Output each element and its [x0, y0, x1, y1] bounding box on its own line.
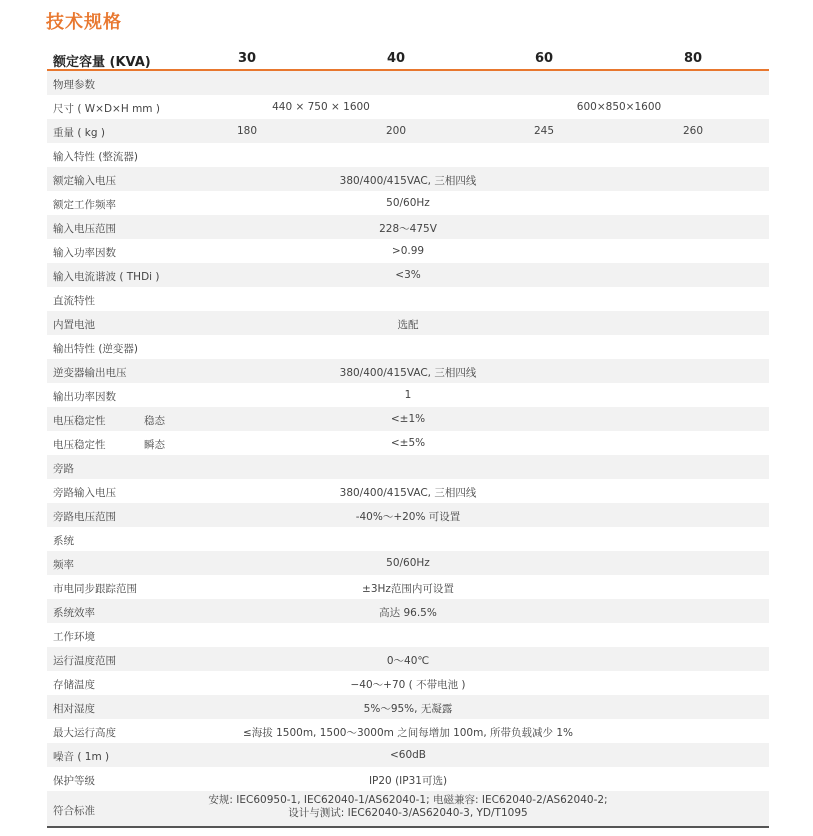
cell-value: <±1%	[390, 413, 426, 425]
table-row	[47, 431, 769, 455]
table-row	[47, 575, 769, 599]
section-row	[47, 527, 769, 551]
section-label: 工作环境	[53, 631, 95, 643]
page-title: 技术规格	[46, 12, 122, 33]
table-row	[47, 599, 769, 623]
cell-value: 245	[533, 125, 555, 137]
cell-value: 228～475V	[379, 223, 437, 235]
cell-value: 600×850×1600	[576, 101, 662, 113]
section-label: 直流特性	[53, 295, 95, 307]
standards-line-2: 设计与测试: IEC62040-3/AS62040-3, YD/T1095	[288, 807, 528, 819]
header-label: 额定容量 (KVA)	[53, 55, 151, 70]
table-row	[47, 383, 769, 407]
table-row	[47, 407, 769, 431]
row-label: 相对湿度	[53, 703, 95, 715]
row-label: 输入电压范围	[53, 223, 116, 235]
row-label: 存储温度	[53, 679, 95, 691]
cell-value: IP20 (IP31可选)	[368, 775, 448, 787]
row-label: 输入功率因数	[53, 247, 116, 259]
row-label: 系统效率	[53, 607, 95, 619]
cell-value: <±5%	[390, 437, 426, 449]
cell-value: <60dB	[389, 749, 427, 761]
table-row	[47, 791, 769, 826]
cell-value: 1	[404, 389, 412, 401]
row-label: 输出功率因数	[53, 391, 116, 403]
col-40: 40	[386, 51, 406, 66]
table-row	[47, 95, 769, 119]
row-label: 额定工作频率	[53, 199, 116, 211]
standards-line-1: 安规: IEC60950-1, IEC62040-1/AS62040-1; 电磁兼容: IEC62040-2/AS62040-2;	[208, 794, 608, 806]
row-label: 内置电池	[53, 319, 95, 331]
cell-value: 440 × 750 × 1600	[272, 101, 370, 113]
cell-value: -40%～+20% 可设置	[355, 511, 461, 523]
table-row	[47, 551, 769, 575]
row-label: 符合标准	[53, 805, 95, 817]
cell-value: 50/60Hz	[386, 557, 430, 569]
row-label: 逆变器输出电压	[53, 367, 127, 379]
spec-table	[47, 46, 769, 828]
row-label: 旁路电压范围	[53, 511, 116, 523]
section-row	[47, 143, 769, 167]
cell-value: >0.99	[391, 245, 425, 257]
table-row	[47, 311, 769, 335]
section-label: 旁路	[53, 463, 74, 475]
table-row	[47, 743, 769, 767]
table-row	[47, 695, 769, 719]
table-row	[47, 359, 769, 383]
cell-value: −40～+70 ( 不带电池 )	[350, 679, 466, 691]
section-label: 输入特性 (整流器)	[53, 151, 139, 163]
cell-value: 5%～95%, 无凝露	[363, 703, 453, 715]
row-label: 电压稳定性	[53, 415, 106, 427]
cell-value: 0～40℃	[386, 655, 430, 667]
table-row	[47, 167, 769, 191]
table-row	[47, 215, 769, 239]
col-30: 30	[237, 51, 257, 66]
cell-value: <3%	[395, 269, 421, 281]
table-row	[47, 647, 769, 671]
row-sublabel: 瞬态	[144, 439, 165, 451]
table-row	[47, 767, 769, 791]
row-label: 尺寸 ( W×D×H mm )	[53, 103, 160, 115]
cell-value: 180	[236, 125, 258, 137]
table-header	[47, 46, 769, 71]
table-row	[47, 719, 769, 743]
section-row	[47, 455, 769, 479]
row-label: 市电同步跟踪范围	[53, 583, 137, 595]
row-label: 运行温度范围	[53, 655, 116, 667]
col-60: 60	[534, 51, 554, 66]
table-row	[47, 671, 769, 695]
col-80: 80	[683, 51, 703, 66]
cell-value: 50/60Hz	[386, 197, 430, 209]
table-row	[47, 263, 769, 287]
row-label: 噪音 ( 1m )	[53, 751, 110, 763]
cell-value: 选配	[397, 319, 419, 331]
section-label: 物理参数	[53, 79, 95, 91]
row-label: 输入电流谐波 ( THDi )	[53, 271, 160, 283]
row-label: 额定输入电压	[53, 175, 116, 187]
cell-value: 380/400/415VAC, 三相四线	[339, 175, 477, 187]
row-sublabel: 稳态	[144, 415, 165, 427]
cell-value: 高达 96.5%	[379, 607, 437, 619]
row-label: 最大运行高度	[53, 727, 116, 739]
row-label: 频率	[53, 559, 74, 571]
row-label: 保护等级	[53, 775, 95, 787]
table-row	[47, 191, 769, 215]
cell-value: ≤海拔 1500m, 1500～3000m 之间每增加 100m, 所带负载减少 1%	[242, 727, 574, 739]
section-row	[47, 623, 769, 647]
table-row	[47, 119, 769, 143]
table-row	[47, 503, 769, 527]
cell-value: 380/400/415VAC, 三相四线	[339, 367, 477, 379]
row-label: 重量 ( kg )	[53, 127, 105, 139]
section-row	[47, 71, 769, 95]
table-row	[47, 239, 769, 263]
table-row	[47, 479, 769, 503]
section-label: 输出特性 (逆变器)	[53, 343, 139, 355]
cell-value-multiline	[47, 794, 769, 820]
row-label: 电压稳定性	[53, 439, 106, 451]
row-label: 旁路输入电压	[53, 487, 116, 499]
cell-value: 380/400/415VAC, 三相四线	[339, 487, 477, 499]
cell-value: ±3Hz范围内可设置	[362, 583, 454, 595]
cell-value: 200	[385, 125, 407, 137]
section-row	[47, 335, 769, 359]
cell-value: 260	[682, 125, 704, 137]
section-label: 系统	[53, 535, 74, 547]
section-row	[47, 287, 769, 311]
table-bottom-rule	[47, 826, 769, 828]
